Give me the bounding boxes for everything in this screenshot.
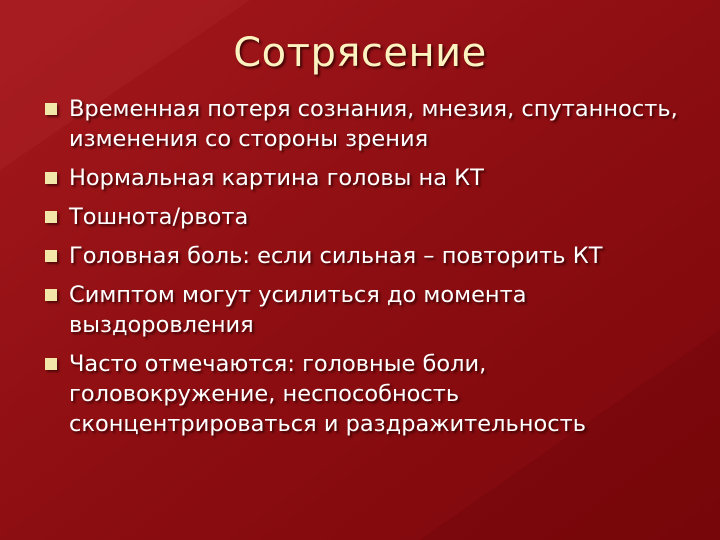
square-bullet-icon (45, 358, 57, 370)
bullet-text: Симптом могут усилиться до момента выздоровления (69, 282, 527, 338)
bullet-item (44, 94, 694, 154)
bullet-text: Часто отмечаются: головные боли, головокружение, неспособность сконцентрироваться и раздражительность (69, 351, 586, 437)
square-bullet-icon (45, 211, 57, 223)
bullet-item (44, 241, 694, 271)
bullet-list (44, 94, 694, 448)
bullet-item (44, 280, 694, 340)
slide-title: Сотрясение (233, 30, 487, 76)
bullet-text: Головная боль: если сильная – повторить КТ (69, 243, 603, 269)
square-bullet-icon (45, 250, 57, 262)
bullet-item (44, 163, 694, 193)
square-bullet-icon (45, 289, 57, 301)
square-bullet-icon (45, 103, 57, 115)
bullet-item (44, 202, 694, 232)
bullet-text: Нормальная картина головы на КТ (69, 165, 484, 191)
square-bullet-icon (45, 172, 57, 184)
bullet-text: Тошнота/рвота (69, 204, 249, 230)
bullet-item (44, 349, 694, 439)
bullet-text: Временная потеря сознания, мнезия, спутанность, изменения со стороны зрения (69, 96, 678, 152)
